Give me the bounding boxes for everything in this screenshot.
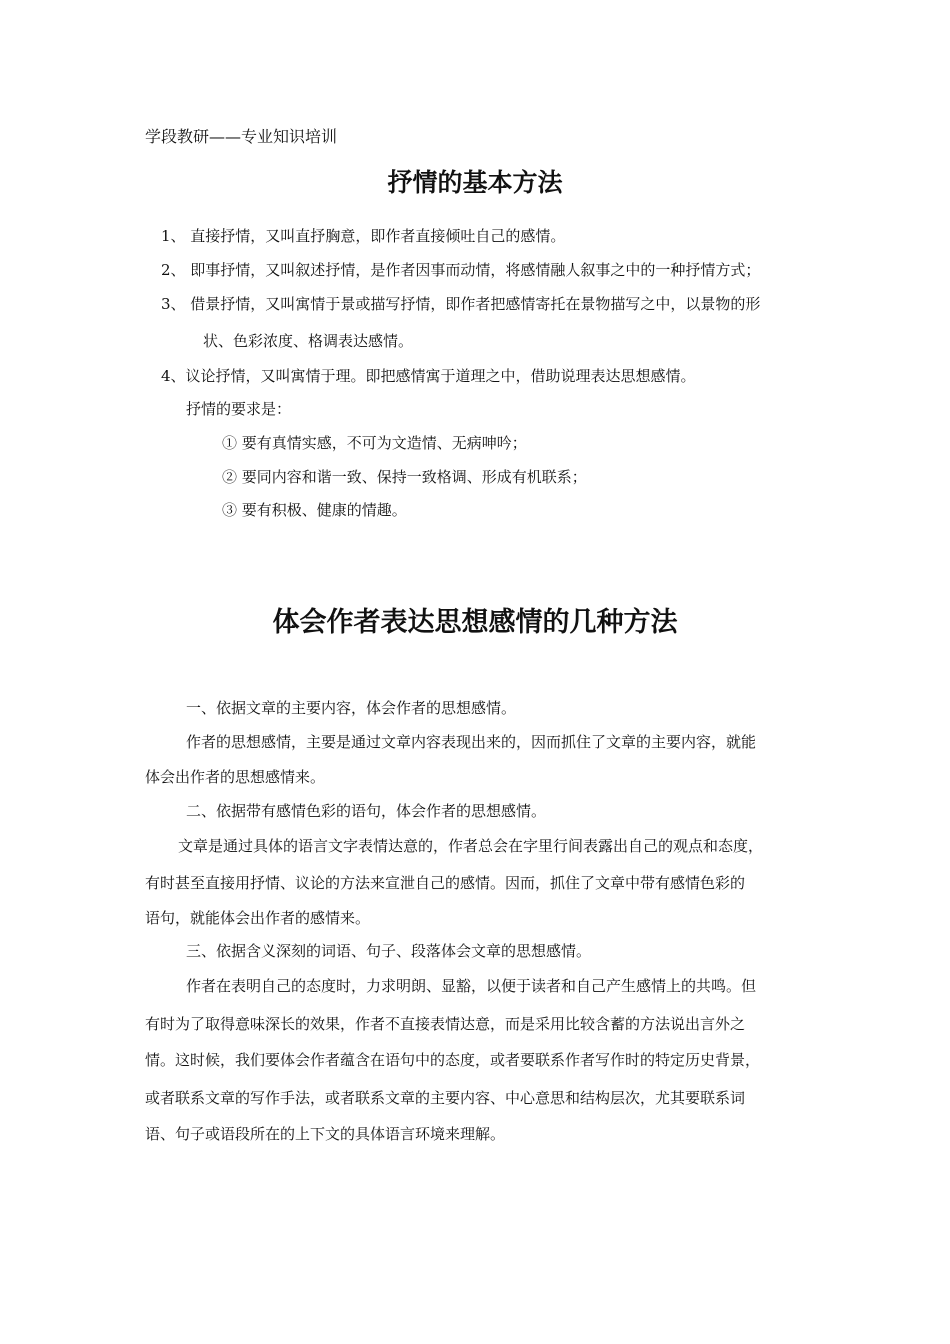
requirement-item-3: ③ 要有积极、健康的情趣。 xyxy=(222,501,407,519)
method-heading-1: 一、依据文章的主要内容，体会作者的思想感情。 xyxy=(186,699,517,717)
method-heading-3: 三、依据含义深刻的词语、句子、段落体会文章的思想感情。 xyxy=(186,942,592,960)
requirement-item-1: ① 要有真情实感，不可为文造情、无病呻吟； xyxy=(222,434,527,452)
method-item-3: 3、 借景抒情，又叫寓情于景或描写抒情，即作者把感情寄托在景物描写之中，以景物的形 xyxy=(161,295,761,313)
section-2-title: 体会作者表达思想感情的几种方法 xyxy=(272,607,678,638)
method-item-4: 4、议论抒情，又叫寓情于理。即把感情寓于道理之中，借助说理表达思想感情。 xyxy=(161,367,696,385)
method-item-3-continued: 状、色彩浓度、格调表达感情。 xyxy=(203,332,414,350)
paragraph-line: 或者联系文章的写作手法，或者联系文章的主要内容、中心意思和结构层次，尤其要联系词 xyxy=(145,1089,746,1107)
paragraph-line: 文章是通过具体的语言文字表情达意的，作者总会在字里行间表露出自己的观点和态度， xyxy=(178,837,764,855)
paragraph-line: 体会出作者的思想感情来。 xyxy=(145,768,326,786)
paragraph-line: 语句，就能体会出作者的感情来。 xyxy=(145,909,371,927)
requirement-item-2: ② 要同内容和谐一致、保持一致格调、形成有机联系； xyxy=(222,468,587,486)
paragraph-line: 作者在表明自己的态度时，力求明朗、显豁，以便于读者和自己产生感情上的共鸣。但 xyxy=(186,977,757,995)
section-1-title: 抒情的基本方法 xyxy=(387,168,563,197)
header-text: 学段教研——专业知识培训 xyxy=(145,127,338,146)
paragraph-line: 作者的思想感情，主要是通过文章内容表现出来的，因而抓住了文章的主要内容，就能 xyxy=(186,733,757,751)
paragraph-line: 情。这时候，我们要体会作者蕴含在语句中的态度，或者要联系作者写作时的特定历史背景， xyxy=(145,1051,761,1069)
paragraph-line: 有时为了取得意味深长的效果，作者不直接表情达意，而是采用比较含蓄的方法说出言外之 xyxy=(145,1015,746,1033)
paragraph-line: 语、句子或语段所在的上下文的具体语言环境来理解。 xyxy=(145,1125,506,1143)
method-heading-2: 二、依据带有感情色彩的语句，体会作者的思想感情。 xyxy=(186,802,547,820)
requirements-label: 抒情的要求是： xyxy=(186,400,292,418)
method-item-1: 1、 直接抒情，又叫直抒胸意，即作者直接倾吐自己的感情。 xyxy=(161,227,566,245)
paragraph-line: 有时甚至直接用抒情、议论的方法来宣泄自己的感情。因而，抓住了文章中带有感情色彩的 xyxy=(145,874,746,892)
method-item-2: 2、 即事抒情，又叫叙述抒情，是作者因事而动情，将感情融人叙事之中的一种抒情方式； xyxy=(161,261,761,279)
